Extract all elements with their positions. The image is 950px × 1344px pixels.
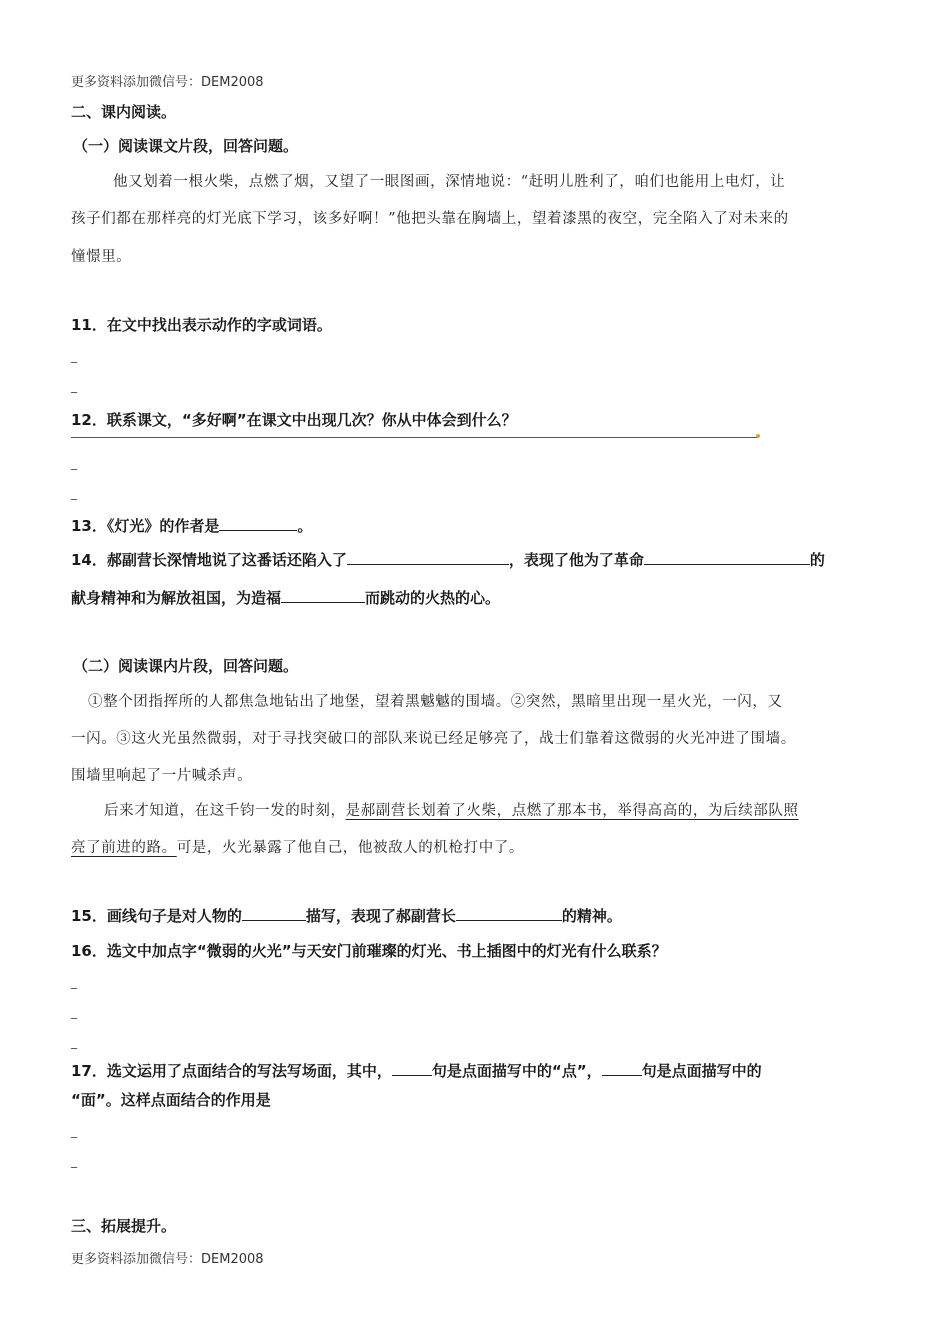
answer-blank[interactable] (219, 516, 297, 531)
part-2-passage-line-2: 一闪。③这火光虽然微弱，对于寻找突破口的部队来说已经足够亮了，战士们靠着这微弱的火光冲进了围墙。 (71, 731, 796, 747)
part-1-passage-line-3: 憧憬里。 (71, 249, 132, 265)
passage-text-end: 可是，火光暴露了他自己，他被敌人的机枪打中了。 (176, 840, 525, 856)
answer-blank[interactable] (456, 906, 562, 921)
question-14-end: 的 (809, 551, 825, 569)
part-1-passage-line-2: 孩子们都在那样亮的灯光底下学习，该多好啊！”他把头靠在胸墙上，望着漆黑的夜空，完全陷入了对未来的 (71, 211, 789, 227)
question-17-end: 句是点面描写中的 (641, 1062, 762, 1080)
marker-dot (756, 434, 760, 438)
part-2-passage-line-1: ①整个团指挥所的人都焦急地钻出了地堡，望着黑魆魆的围墙。②突然，黑暗里出现一星火光，一闪，又 (88, 694, 783, 710)
question-17-line-2: “面”。这样点面结合的作用是 (71, 1091, 271, 1109)
question-14-line-2 (71, 587, 500, 608)
answer-blank[interactable] (644, 550, 810, 565)
answer-line[interactable]: _ (71, 456, 77, 470)
question-14-mid: ，表现了他为了革命 (508, 551, 644, 569)
question-17-mid: 句是点面描写中的“点”， (431, 1062, 602, 1080)
part-2-passage-line-4 (104, 799, 799, 820)
page-header: 更多资料添加微信号：DEM2008 (71, 75, 264, 90)
question-14-line-2-end: 而跳动的火热的心。 (365, 589, 501, 607)
question-17-text: 17．选文运用了点面结合的写法写场面，其中， (71, 1062, 392, 1080)
question-16: 16．选文中加点字“微弱的火光”与天安门前璀璨的灯光、书上插图中的灯光有什么联系？ (71, 942, 667, 960)
answer-line[interactable]: _ (71, 1005, 77, 1019)
part-2-passage-line-3: 围墙里响起了一片喊杀声。 (71, 768, 253, 784)
answer-blank[interactable] (281, 588, 365, 603)
question-15-mid: 描写，表现了郝副营长 (305, 907, 456, 925)
passage-text: 后来才知道，在这千钧一发的时刻， (104, 803, 346, 819)
divider-line (71, 437, 757, 438)
answer-line[interactable]: _ (71, 1035, 77, 1049)
question-17-line-1 (71, 1060, 762, 1081)
question-14-text: 14．郝副营长深情地说了这番话还陷入了 (71, 551, 347, 569)
question-12: 12．联系课文，“多好啊”在课文中出现几次？你从中体会到什么？ (71, 411, 517, 429)
part-1-passage-line-1: 他又划着一根火柴，点燃了烟，又望了一眼图画，深情地说：“赶明儿胜利了，咱们也能用上电灯，让 (113, 174, 786, 190)
page-footer: 更多资料添加微信号：DEM2008 (71, 1252, 264, 1267)
question-15-text: 15．画线句子是对人物的 (71, 907, 242, 925)
underlined-sentence-end: 亮了前进的路。 (71, 840, 177, 856)
answer-blank[interactable] (347, 550, 509, 565)
question-13-end: 。 (297, 517, 313, 535)
answer-blank[interactable] (242, 906, 306, 921)
answer-blank[interactable] (602, 1061, 642, 1076)
section-2-title: 二、课内阅读。 (71, 103, 177, 121)
question-11: 11．在文中找出表示动作的字或词语。 (71, 316, 332, 334)
answer-line[interactable]: _ (71, 975, 77, 989)
section-3-title: 三、拓展提升。 (71, 1217, 177, 1235)
underlined-sentence: 是郝副营长划着了火柴，点燃了那本书，举得高高的，为后续部队照 (345, 803, 799, 819)
answer-line[interactable]: _ (71, 1154, 77, 1168)
part-1-title: （一）阅读课文片段，回答问题。 (73, 137, 299, 155)
answer-blank[interactable] (392, 1061, 432, 1076)
question-13-text: 13．《灯光》的作者是 (71, 517, 220, 535)
question-14-line-2-text: 献身精神和为解放祖国，为造福 (71, 589, 282, 607)
answer-line[interactable]: _ (71, 1124, 77, 1138)
question-13 (71, 515, 312, 536)
question-15-end: 的精神。 (561, 907, 622, 925)
answer-line[interactable]: _ (71, 349, 77, 363)
answer-line[interactable]: _ (71, 486, 77, 500)
answer-line[interactable]: _ (71, 379, 77, 393)
question-14-line-1 (71, 549, 825, 570)
question-15 (71, 905, 622, 926)
part-2-passage-line-5 (71, 836, 524, 857)
part-2-title: （二）阅读课内片段，回答问题。 (73, 657, 299, 675)
